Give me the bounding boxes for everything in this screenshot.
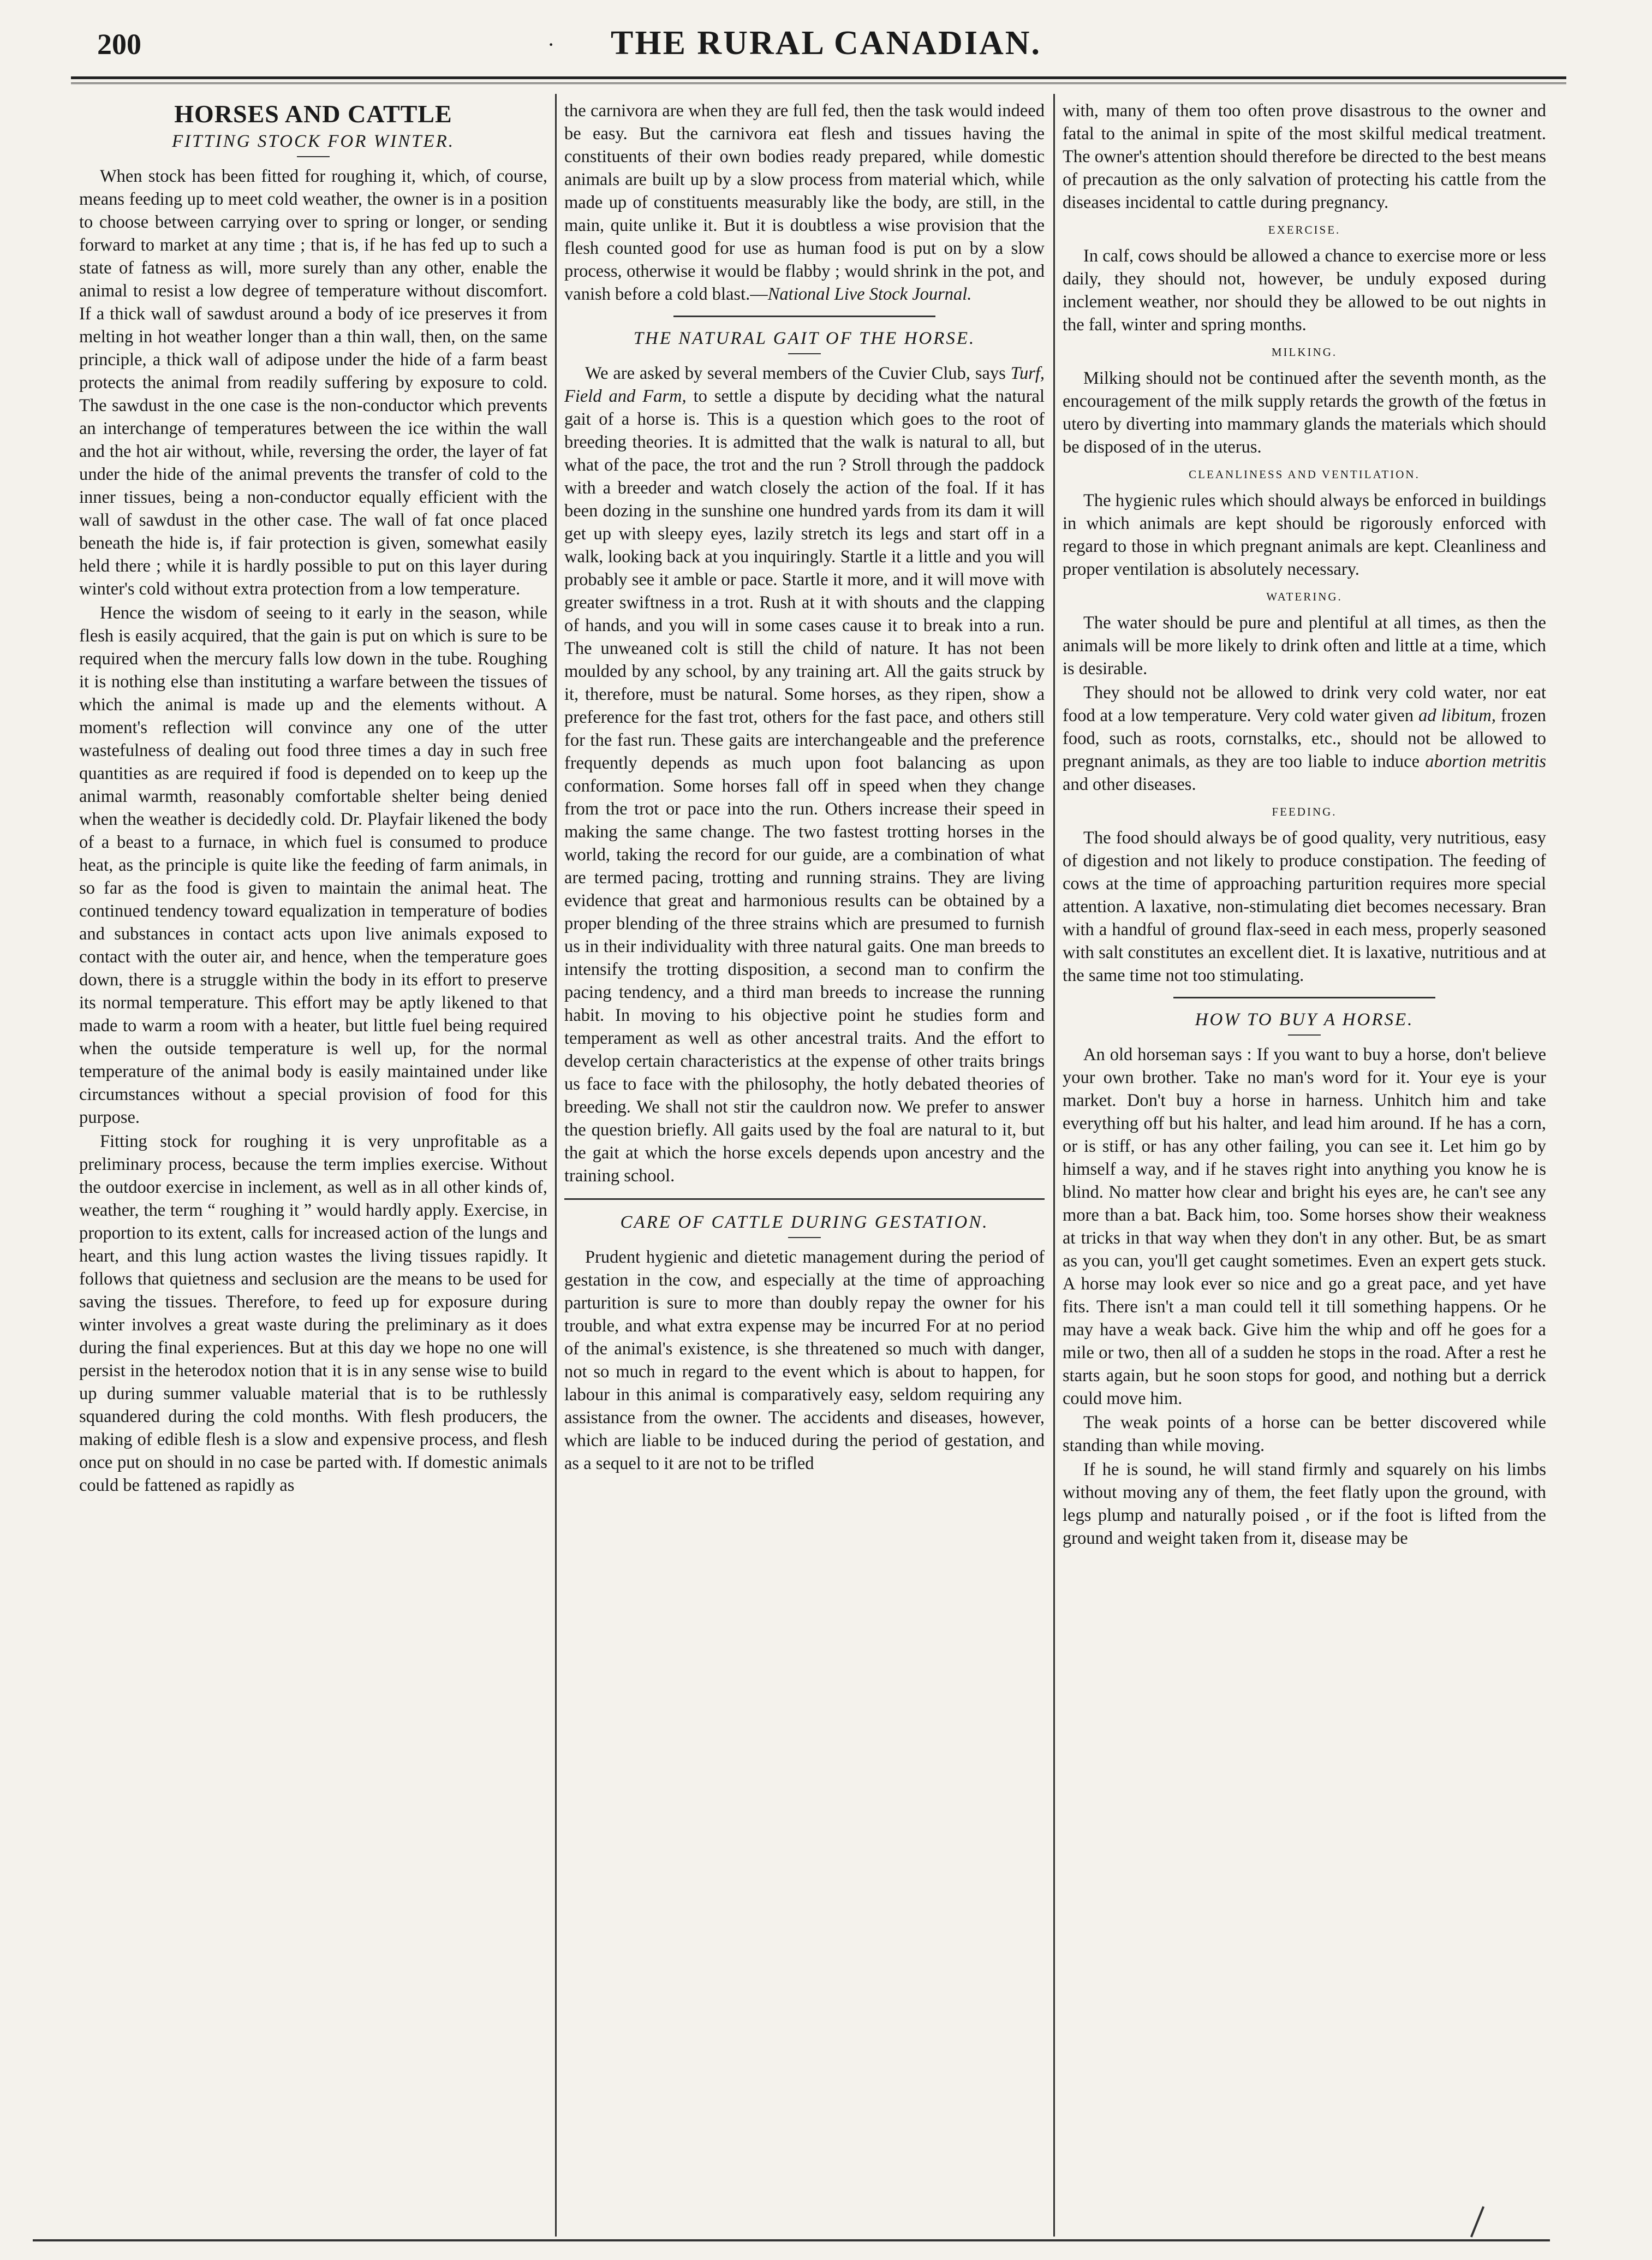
- section-title: HORSES AND CATTLE: [174, 100, 452, 128]
- paragraph: [564, 99, 1045, 306]
- paragraph: Hence the wisdom of seeing to it early in the season, while flesh is easily acquired, that the gain is put on which is sure to be required when the mercury falls low down in the tube. Roughing it is nothing else than instituting a warfare between the tissues of which the animal is made up and the elements without. A moment's reflection will convince any one of the utter wastefulness of dealing out food three times a day in such free quantities as are required if food is depended on to keep up the animal warmth, reasonably comfortable shelter being denied when the weather is decidedly cold. Dr. Playfair likened the body of a beast to a furnace, in which fuel is consumed to produce heat, as the principle is quite like the feeding of farm animals, in so far as the food is given to maintain the animal heat. The continued tendency toward equalization in temperature of bodies and substances in contact acts upon live animals exposed to contact with the outer air, and hence, when the temperature goes down, there is a struggle within the body in its effort to preserve its normal temperature. This effort may be aptly likened to that made to warm a room with a heater, but little fuel being required when the outside temperature is well up, for the normal temperature of the animal body is easily maintained under like circumstances without a special provision of food for this purpose.: [79, 603, 547, 1127]
- paragraph: The food should always be of good quality, very nutritious, easy of digestion and not likely to produce constipation. The feeding of cows at the time of approaching parturition requires more special attention. A laxative, non-stimulating diet becomes necessary. Bran with a handful of ground flax-seed in each mess, properly seasoned with salt constitutes an excellent diet. It is laxative, nutritious and at the same time not too stimulating.: [1063, 828, 1546, 985]
- header-rule: [71, 76, 1566, 84]
- title-rule: [297, 156, 330, 157]
- paragraph: [1063, 681, 1546, 796]
- paragraph-text: frozen food, such as roots, cornstalks, etc., should not be allowed to pregnant animals, as they are too liable to induce: [1063, 706, 1546, 771]
- source-credit: National Live Stock Journal.: [767, 284, 972, 304]
- column-3: [1063, 99, 1546, 2234]
- article-separator: [673, 316, 935, 317]
- paragraph-text: We are asked by several members of the Cuvier Club, says: [585, 364, 1011, 383]
- paragraph: If he is sound, he will stand firmly and squarely on his limbs without moving any of them, the feet flatly upon the ground, with legs plump and naturally poised , or if the foot is lifted from the ground and weight taken from it, disease may be: [1063, 1460, 1546, 1548]
- latin-term: ad libitum,: [1418, 706, 1496, 725]
- subheading-watering: WATERING.: [1266, 590, 1343, 603]
- column-2: [564, 99, 1045, 2234]
- paragraph: Prudent hygienic and dietetic management during the period of gestation in the cow, and especially at the time of approaching parturition is sure to more than doubly repay the owner for his trouble, and what extra expense may be incurred For at no period of the animal's existence, is she threatened so much with danger, not so much in regard to the event which is about to happen, for labour in this animal is comparatively easy, seldom requiring any assistance from the owner. The accidents and diseases, however, which are liable to be induced during the period of gestation, and as a sequel to it are not to be trifled: [564, 1247, 1045, 1473]
- article-title-natural-gait: THE NATURAL GAIT OF THE HORSE.: [633, 329, 976, 348]
- source-credit: Turf, Field and Farm,: [564, 364, 1045, 406]
- subheading-cleanliness: CLEANLINESS AND VENTILATION.: [1189, 468, 1420, 481]
- paragraph: Milking should not be continued after the seventh month, as the encouragement of the milk supply retards the growth of the fœtus in utero by diverting into mammary glands the materials which should be disposed of in the uterus.: [1063, 368, 1546, 457]
- separator-dot: ·: [547, 32, 555, 57]
- paragraph: The hygienic rules which should always be enforced in buildings in which animals are kept should be rigorously enforced with regard to those in which pregnant animals are kept. Cleanliness and proper ventilation is absolutely necessary.: [1063, 491, 1546, 579]
- paragraph: In calf, cows should be allowed a chance to exercise more or less daily, they should not, however, be unduly exposed during inclement weather, nor should they be allowed to be out nights in the fall, winter and spring months.: [1063, 246, 1546, 335]
- paragraph: The water should be pure and plentiful at all times, as then the animals will be more likely to drink often and little at a time, which is desirable.: [1063, 613, 1546, 679]
- paragraph: An old horseman says : If you want to buy a horse, don't believe your own brother. Take no man's word for it. Your eye is your market. Don't buy a horse in harness. Unhitch him and take everything off but his halter, and lead him around. If he has a corn, or is stiff, or has any other failing, you can see it. Let him go by himself a way, and if he staves right into anything you know he is blind. No matter how clear and bright his eyes are, he can't see any more than a bat. Back him, too. Some horses show their weakness at tricks in that way when they don't in any other. But, be as smart as you can, you'll get caught sometimes. Even an expert gets stuck. A horse may look ever so nice and go a great pace, and yet have fits. There isn't a man could tell it till something happens. Or he may have a weak back. Give him the whip and off he goes for a mile or two, then all of a sudden he stops in the road. After a rest he starts again, but he soon stops for good, and nothing but a derrick could move him.: [1063, 1045, 1546, 1408]
- subheading-feeding: FEEDING.: [1272, 805, 1337, 818]
- paragraph: [564, 362, 1045, 1187]
- article-title-care-of-cattle: CARE OF CATTLE DURING GESTATION.: [620, 1212, 989, 1232]
- paragraph-text: to settle a dispute by deciding what the natural gait of a horse is. This is a question which goes to the root of breeding theories. It is admitted that the walk is natural to all, but what of the pace, the trot and the run ? Stroll through the paddock with a breeder and watch closely the action of the foal. If it has been dozing in the sunshine one hundred yards from its dam it will get up with sleepy eyes, lazily stretch its legs and start off in a walk, looking back at you inquiringly. Startle it a little and you will probably see it amble or pace. Startle it more, and it will move with greater swiftness in a trot. Rush at it with shouts and the clapping of hands, and you will in some cases cause it to break into a run. The unweaned colt is still the child of nature. It has not been moulded by any school, by any training art. All the gaits struck by it, therefore, must be natural. Some horses, as they ripen, show a preference for the fast trot, others for the fast pace, and others still for the fast run. These gaits are interchangeable and the preference frequently depends as much upon foot balancing as upon conformation. Some horses fall off in speed when they change from the trot or pace into the run. Others increase their speed in making the same change. The two fastest trotting horses in the world, taking the record for our guide, are a combination of what are termed pacing, trotting and running strains. They are living evidence that great and harmonious results can be obtained by a proper blending of the three strains which are presumed to furnish us in their individuality with three natural gaits. One man breeds to intensify the trotting disposition, a second man to confirm the pacing tendency, and a third man breeds to increase the running habit. In moving to his objective point he studies form and temperament as well as other ancestral traits. And the effort to develop certain characteristics at the expense of other traits brings us face to face with the philosophy, the hotly debated theories of breeding. We shall not stir the cauldron now. We prefer to answer the question briefly. All gaits used by the foal are natural to it, but the gait at which the horse excels depends upon ancestry and the training school.: [564, 386, 1045, 1186]
- title-rule: [788, 1237, 821, 1238]
- article-separator: [1173, 997, 1435, 998]
- paragraph-text: They should not be allowed to drink very cold water, nor eat food at a low temperature. Very cold water given: [1063, 683, 1546, 725]
- paragraph-text: and other diseases.: [1063, 775, 1196, 794]
- column-divider: [1053, 94, 1055, 2237]
- paragraph: with, many of them too often prove disastrous to the owner and fatal to the animal in spite of the most skilful medical treatment. The owner's attention should therefore be directed to the best means of precaution as the only salvation of protecting his cattle from the diseases incidental to cattle during pregnancy.: [1063, 101, 1546, 212]
- title-rule: [1288, 1034, 1321, 1036]
- column-1: [79, 99, 547, 2234]
- paragraph: When stock has been fitted for roughing it, which, of course, means feeding up to meet cold weather, the owner is in a position to choose between carrying over to spring or longer, or sending forward to market at any time ; that is, if he has fed up to such a state of fatness as will, more surely than any other, enable the animal to resist a low degree of temperature without discomfort. If a thick wall of sawdust around a body of ice preserves it from melting in hot weather longer than a thin wall, then, on the same principle, a thick wall of adipose under the hide of a farm beast protects the animal from readily suffering by exposure to cold. The sawdust in the one case is the non-conductor which prevents an interchange of temperatures between the ice within the wall and the hot air without, while, reversing the order, the layer of fat under the hide of the animal prevents the transfer of cold to the inner tissues, being a non-conductor equally efficient with the wall of sawdust in the other case. The wall of fat once placed beneath the hide is, if fair protection is given, somewhat easily held there ; while it is hardly possible to put on this layer during winter's cold without extra protection from a low temperature.: [79, 166, 547, 599]
- paragraph: Fitting stock for roughing it is very unprofitable as a preliminary process, because the term implies exercise. Without the outdoor exercise in inclement, as well as in all other kinds of, weather, the term “ roughing it ” would hardly apply. Exercise, in proportion to its extent, calls for increased action of the lungs and heart, and this lung action wastes the living tissues rapidly. It follows that quietness and seclusion are the means to be used for saving the tissues. Therefore, to feed up for exposure during winter involves a great waste during the preliminary as it does during the final experiences. But at this day we hope no one will persist in the heterodox notion that it is in any sense wise to build up during summer valuable material that is to be ruthlessly squandered during the cold months. With flesh producers, the making of edible flesh is a slow and expensive process, and flesh once put on should in no case be parted with. If domestic animals could be fattened as rapidly as: [79, 1132, 547, 1495]
- page-number: 200: [97, 28, 141, 61]
- paragraph-text: the carnivora are when they are full fed, then the task would indeed be easy. But the carnivora eat flesh and tissues having the constituents of their own bodies ready prepared, while domestic animals are built up by a slow process from material which, while made up of constituents measurably like the body, are still, in the main, quite unlike it. But it is doubtless a wise provision that the flesh counted good for use as human food is put on by a slow process, otherwise it would be flabby ; would shrink in the pot, and vanish before a cold blast.—: [564, 101, 1045, 304]
- article-title-buy-a-horse: HOW TO BUY A HORSE.: [1195, 1010, 1414, 1030]
- footer-rule: [33, 2239, 1550, 2241]
- article-title-fitting-stock: FITTING STOCK FOR WINTER.: [171, 132, 455, 151]
- title-rule: [788, 353, 821, 354]
- subheading-exercise: EXERCISE.: [1268, 223, 1341, 236]
- subheading-milking: MILKING.: [1271, 346, 1338, 359]
- column-divider: [555, 94, 557, 2237]
- masthead-title: THE RURAL CANADIAN.: [610, 25, 1041, 62]
- medical-term: abortion metritis: [1425, 752, 1546, 771]
- article-separator: [564, 1198, 1045, 1200]
- paragraph: The weak points of a horse can be better discovered while standing than while moving.: [1063, 1413, 1546, 1455]
